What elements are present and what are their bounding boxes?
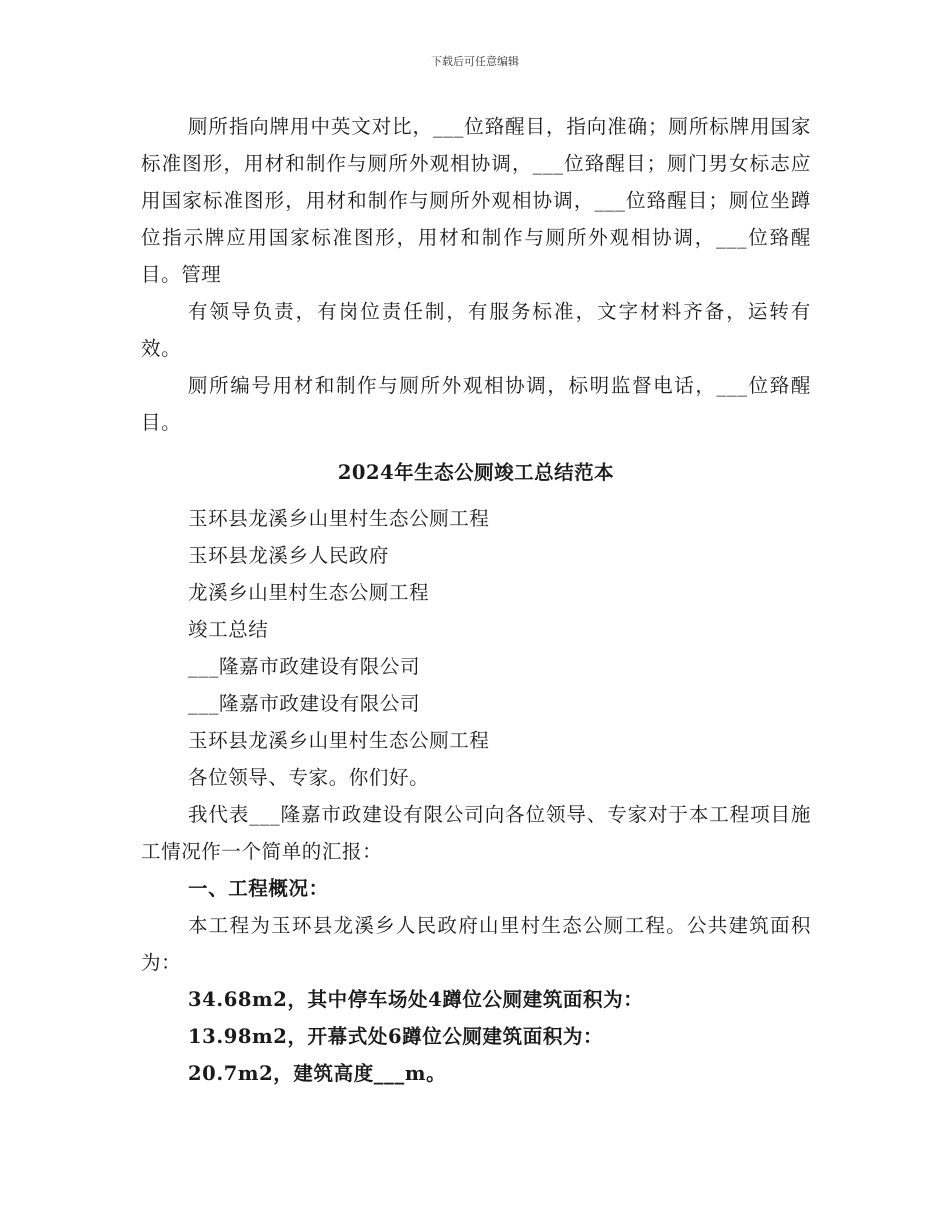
line-summary: 竣工总结 [188,618,269,641]
line-government: 玉环县龙溪乡人民政府 [188,544,390,567]
bold-line-area-2: 13.98m2，开幕式处6蹲位公厕建筑面积为： [188,1025,604,1048]
line-project-name-2: 玉环县龙溪乡山里村生态公厕工程 [188,729,490,752]
page-header: 下载后可任意编辑 [431,55,519,68]
section-heading: 一、工程概况： [188,877,329,900]
paragraph-report: 我代表___隆嘉市政建设有限公司向各位领导、专家对于本工程项目施工情况作一个简单的汇报： [141,803,811,863]
line-company-1: ___隆嘉市政建设有限公司 [188,655,421,678]
line-greeting: 各位领导、专家。你们好。 [188,766,430,789]
line-project-short: 龙溪乡山里村生态公厕工程 [188,581,430,604]
paragraph-signage: 厕所指向牌用中英文对比，___位臵醒目，指向准确；厕所标牌用国家标准图形，用材和制作与厕所外观相协调，___位臵醒目；厕门男女标志应用国家标准图形，用材和制作与厕所外观相协调，___位臵醒目；厕位坐蹲位指示牌应用国家标准图形，用材和制作与厕所外观相协调，___位臵醒目。管理 [141,115,811,286]
bold-line-area-1: 34.68m2，其中停车场处4蹲位公厕建筑面积为： [188,988,644,1011]
bold-line-height: 20.7m2，建筑高度___m。 [188,1062,447,1085]
paragraph-overview: 本工程为玉环县龙溪乡人民政府山里村生态公厕工程。公共建筑面积为： [141,914,811,974]
paragraph-numbering: 厕所编号用材和制作与厕所外观相协调，标明监督电话，___位臵醒目。 [141,374,811,434]
line-project-name: 玉环县龙溪乡山里村生态公厕工程 [188,507,490,530]
document-title: 2024年生态公厕竣工总结范本 [337,461,615,484]
document-body [141,108,811,1092]
line-company-2: ___隆嘉市政建设有限公司 [188,692,421,715]
paragraph-management: 有领导负责，有岗位责任制，有服务标准，文字材料齐备，运转有效。 [141,300,811,360]
